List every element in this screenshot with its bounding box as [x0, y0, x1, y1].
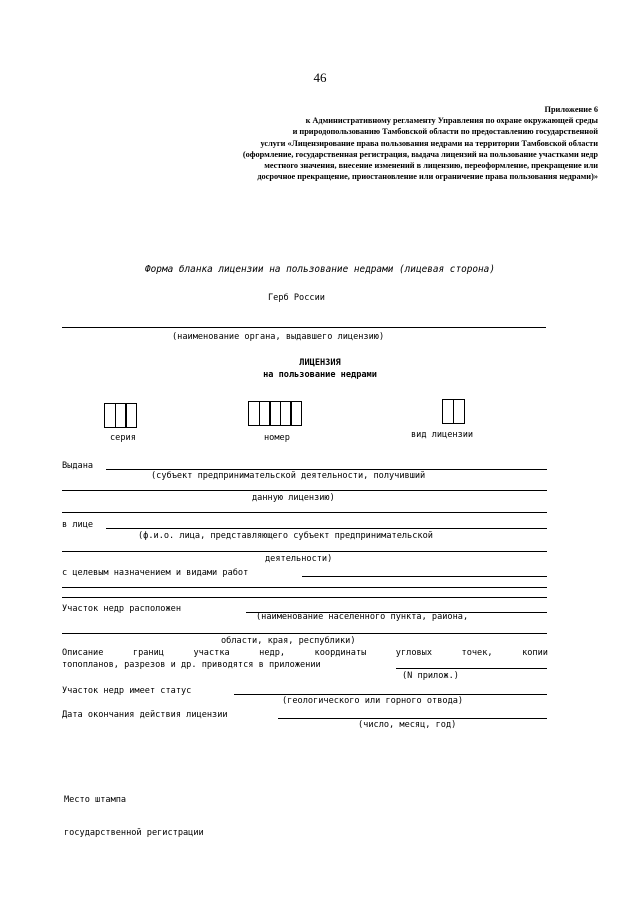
issued-to-label: Выдана — [62, 461, 94, 471]
represented-by-caption-2: деятельности) — [265, 554, 333, 564]
emblem-caption: Герб России — [268, 293, 325, 303]
description-word: недр, — [259, 648, 286, 658]
represented-by-field-2 — [62, 551, 547, 552]
description-word: границ — [132, 648, 164, 658]
appendix-number-field — [396, 668, 547, 669]
description-line-2: топопланов, разрезов и др. приводятся в приложении — [62, 660, 321, 670]
purpose-field-3 — [62, 597, 547, 598]
issued-to-caption: (субъект предпринимательской деятельности, получивший — [151, 471, 426, 481]
stamp-line: Место штампа — [64, 795, 127, 805]
license-subtitle: на пользование недрами — [263, 370, 377, 380]
license-title: ЛИЦЕНЗИЯ — [299, 358, 341, 368]
expiry-field — [278, 718, 547, 719]
description-line-1 — [62, 648, 548, 659]
represented-by-label: в лице — [62, 520, 94, 530]
location-caption-2: области, края, республики) — [221, 636, 356, 646]
appendix-line: услуги «Лицензирование права пользования недрами на территории Тамбовской области — [260, 138, 598, 148]
appendix-line: (оформление, государственная регистрация, выдача лицензий на пользование участками недр — [242, 149, 598, 159]
represented-by-field — [106, 528, 547, 529]
location-label: Участок недр расположен — [62, 604, 181, 614]
represented-by-caption: (ф.и.о. лица, представляющего субъект предпринимательской — [138, 531, 433, 541]
appendix-title: Приложение 6 — [544, 105, 598, 114]
appendix-line: к Административному регламенту Управления по охране окружающей среды — [305, 116, 598, 126]
description-word: Описание — [62, 648, 104, 658]
appendix-line: местного значения, внесение изменений в лицензию, переоформление, прекращение или — [264, 161, 598, 171]
appendix-line: и природопользованию Тамбовской области по предоставлению государственной — [292, 127, 598, 137]
series-boxes — [104, 403, 136, 428]
description-word: участка — [193, 648, 230, 658]
issuing-body-caption: (наименование органа, выдавшего лицензию) — [172, 332, 385, 342]
appendix-line: досрочное прекращение, приостановление или ограничение права пользования недрами)» — [257, 172, 598, 182]
appendix-number-caption: (N прилож.) — [402, 671, 459, 681]
issued-to-caption-2: данную лицензию) — [252, 493, 335, 503]
expiry-caption: (число, месяц, год) — [358, 720, 457, 730]
expiry-label: Дата окончания действия лицензии — [62, 710, 228, 720]
page-number: 46 — [313, 70, 327, 85]
issued-to-field-2 — [62, 490, 547, 491]
purpose-field — [302, 576, 547, 577]
number-boxes — [248, 401, 301, 426]
issued-to-field-3 — [62, 512, 547, 513]
form-title: Форма бланка лицензии на пользование недрами (лицевая сторона) — [145, 264, 495, 275]
series-label: серия — [110, 433, 136, 443]
issued-to-field — [106, 469, 547, 470]
description-word: координаты — [314, 648, 367, 658]
purpose-field-2 — [62, 587, 547, 588]
status-caption: (геологического или горного отвода) — [282, 696, 464, 706]
description-word: копии — [522, 648, 548, 658]
stamp-line: государственной регистрации — [64, 828, 204, 838]
status-field — [234, 694, 547, 695]
type-boxes — [442, 399, 463, 424]
number-digit-box — [290, 401, 302, 426]
type-digit-box — [453, 399, 465, 424]
status-label: Участок недр имеет статус — [62, 686, 192, 696]
description-word: точек, — [461, 648, 493, 658]
description-word: угловых — [395, 648, 433, 658]
series-digit-box — [125, 403, 137, 428]
location-field-2 — [62, 633, 547, 634]
stamp-place — [64, 773, 204, 861]
appendix-header — [128, 104, 598, 182]
number-label: номер — [264, 433, 290, 443]
location-caption: (наименование населенного пункта, района, — [256, 612, 469, 622]
issuing-body-field — [62, 327, 546, 328]
purpose-label: с целевым назначением и видами работ — [62, 568, 249, 578]
license-type-label: вид лицензии — [411, 430, 474, 440]
